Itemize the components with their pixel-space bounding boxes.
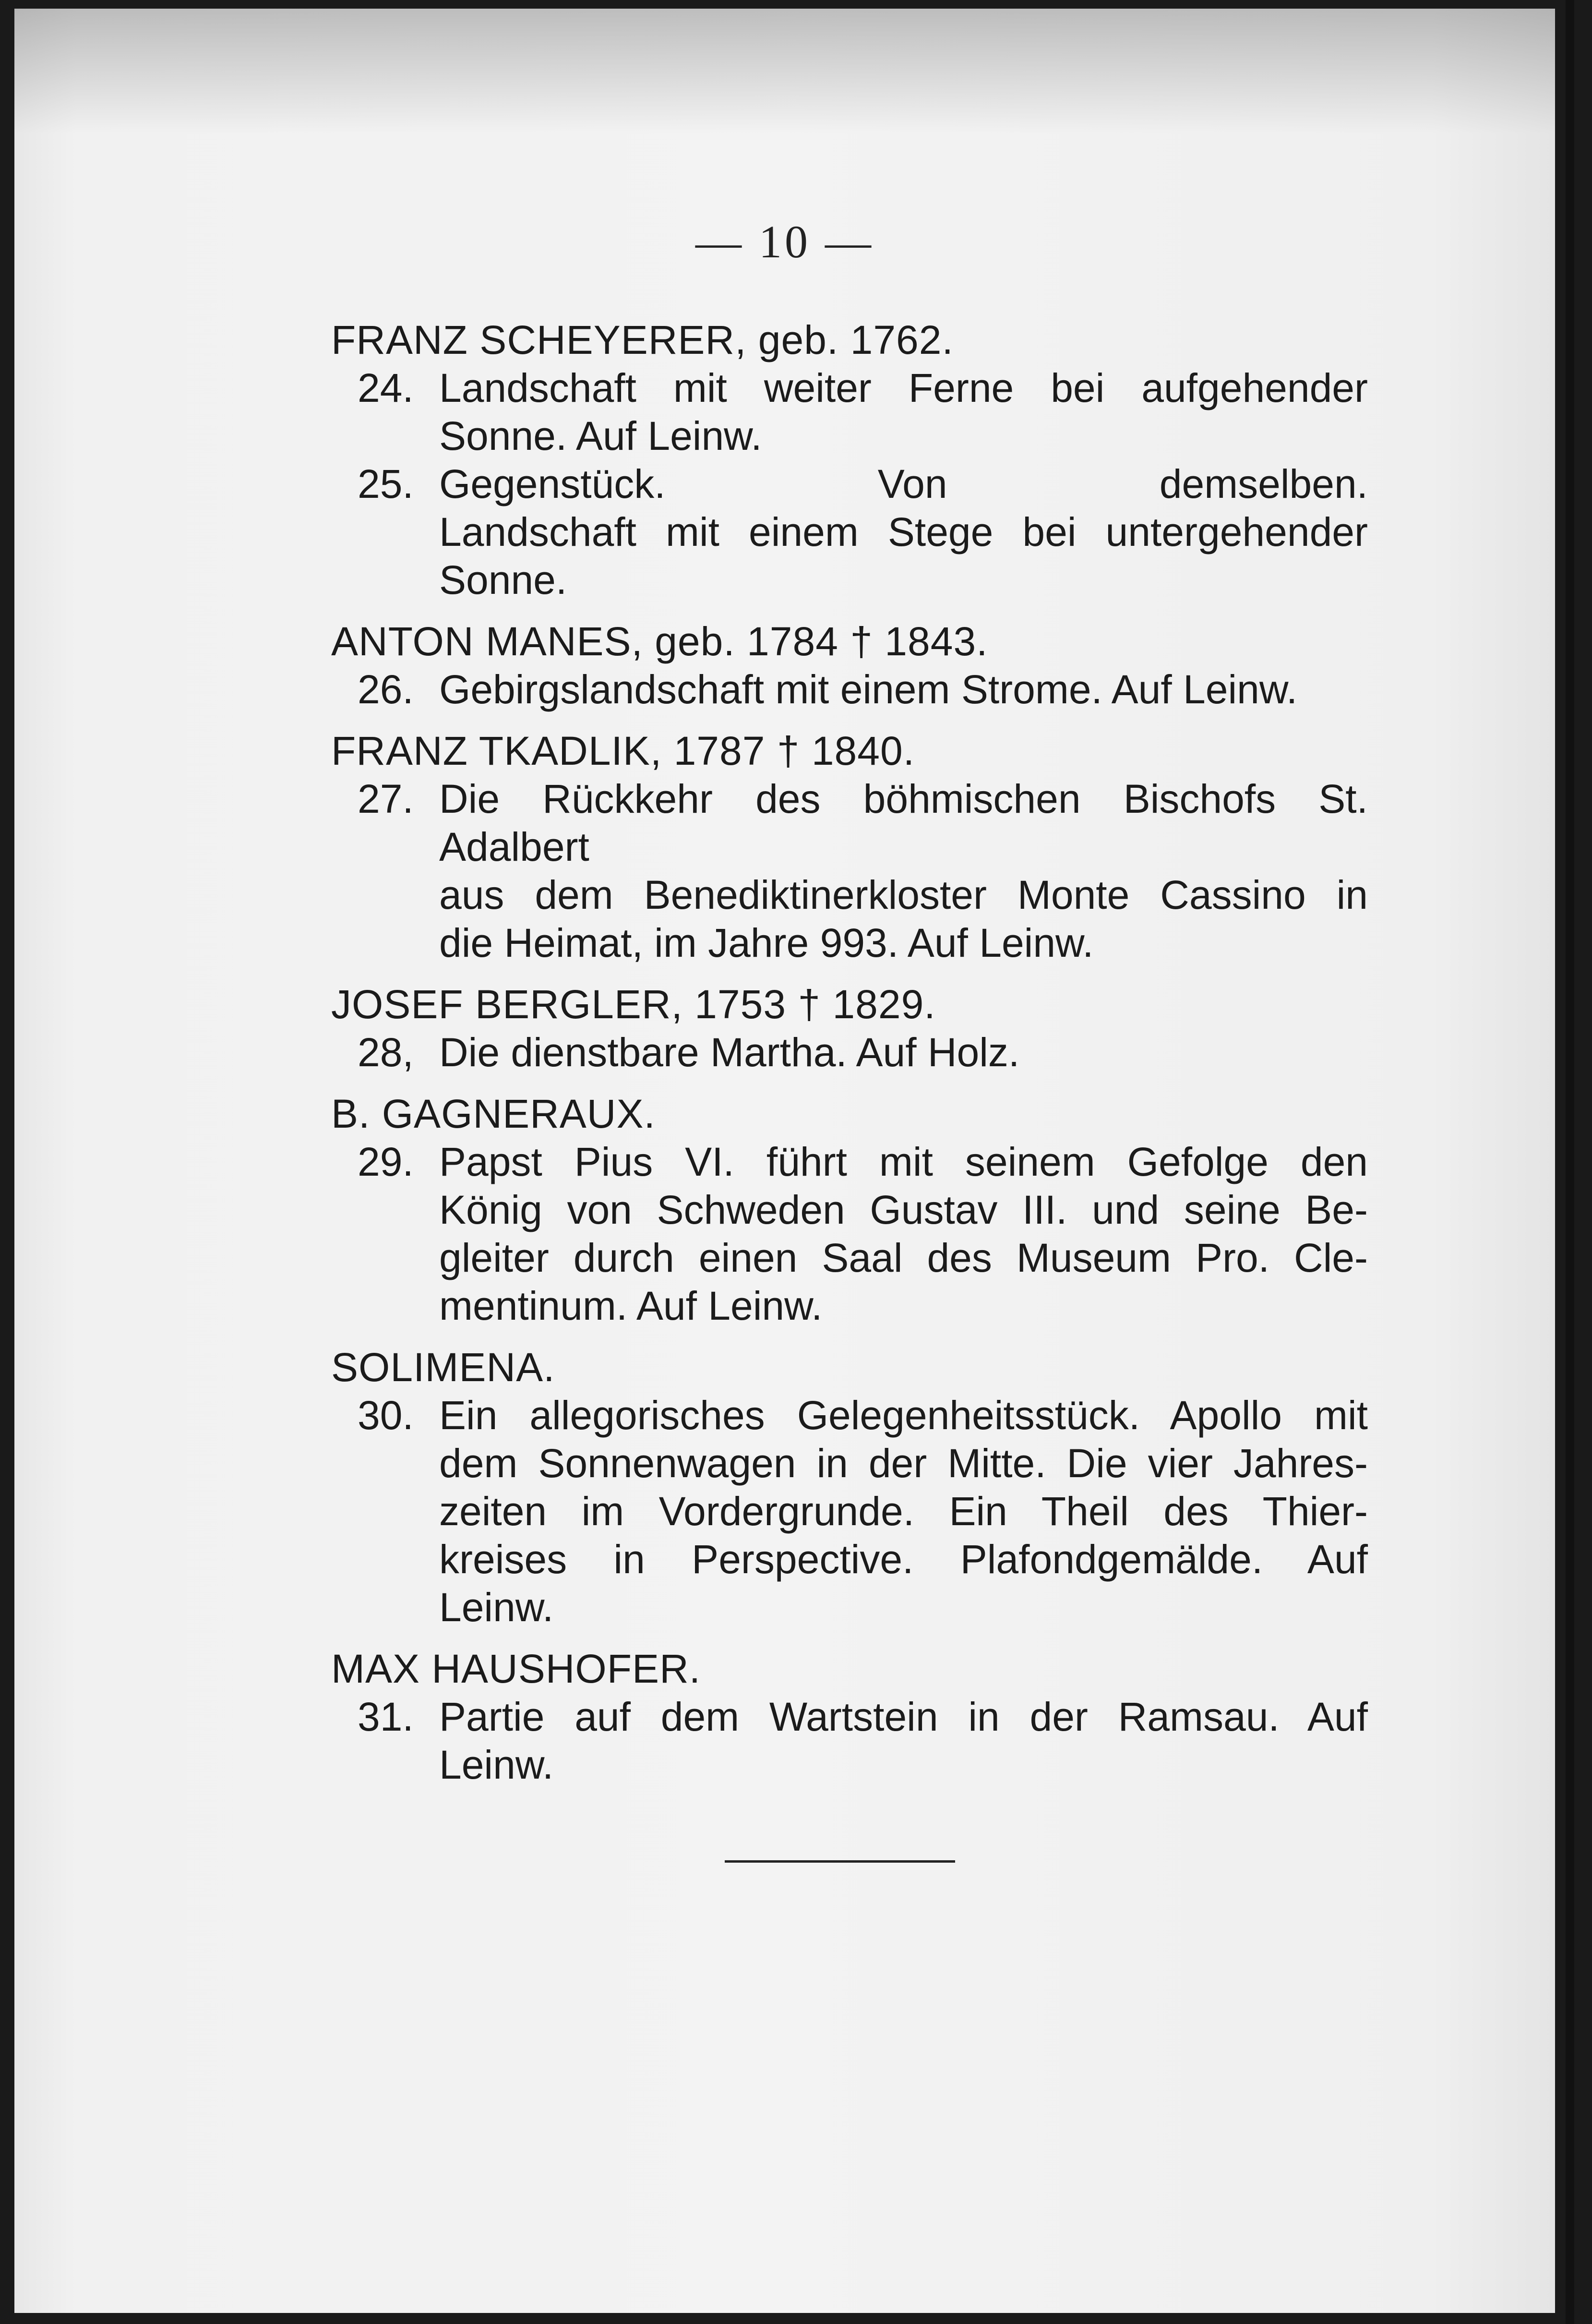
catalogue-entry (358, 665, 1368, 713)
description-line: die Heimat, im Jahre 993. Auf Leinw. (439, 920, 1094, 965)
entry-description (439, 460, 1368, 604)
description-line: Leinw. (439, 1585, 554, 1630)
description-line: mentinum. Auf Leinw. (439, 1283, 823, 1328)
page-number: — 10 — (695, 216, 874, 267)
description-line: kreises in Perspective. Plafondgemälde. Auf (439, 1537, 1368, 1582)
artist-heading: MAX HAUSHOFER. (331, 1646, 701, 1691)
artist-heading: FRANZ TKADLIK, 1787 † 1840. (331, 728, 915, 773)
entry-number: 26. (358, 667, 414, 712)
description-line: Leinw. (439, 1742, 554, 1787)
catalogue-entry (358, 1028, 1368, 1076)
description-line: zeiten im Vordergrunde. Ein Theil des Thier- (439, 1489, 1368, 1534)
catalogue-entry (358, 775, 1368, 967)
description-line: dem Sonnenwagen in der Mitte. Die vier Jahres- (439, 1441, 1368, 1486)
entry-number: 29. (358, 1139, 414, 1184)
catalogue-entry (358, 364, 1368, 460)
entry-number: 25. (358, 461, 414, 506)
catalogue-entry (358, 1138, 1368, 1330)
artist-heading: FRANZ SCHEYERER, geb. 1762. (331, 317, 954, 362)
catalogue-entry (358, 1693, 1368, 1789)
entry-description (439, 1693, 1368, 1789)
catalogue-entry (358, 1391, 1368, 1631)
description-line: König von Schweden Gustav III. und seine Be- (439, 1187, 1368, 1232)
entry-description (439, 1138, 1368, 1330)
entry-description (439, 1391, 1368, 1631)
catalogue-list (331, 316, 1368, 1789)
description-line: Die dienstbare Martha. Auf Holz. (439, 1030, 1020, 1075)
description-line: Landschaft mit weiter Ferne bei aufgehender (439, 365, 1368, 410)
entry-number: 27. (358, 776, 414, 821)
description-line: Die Rückkehr des böhmischen Bischofs St. Adalbert (439, 776, 1368, 869)
entry-description (439, 364, 1368, 460)
description-line: Partie auf dem Wartstein in der Ramsau. Auf (439, 1694, 1368, 1739)
catalogue-entry (358, 460, 1368, 604)
entry-number: 24. (358, 365, 414, 410)
entry-number: 30. (358, 1393, 414, 1438)
entry-description (439, 775, 1368, 967)
description-line: Sonne. (439, 557, 567, 602)
entry-number: 31. (358, 1694, 414, 1739)
artist-heading: JOSEF BERGLER, 1753 † 1829. (331, 982, 936, 1027)
artist-heading: ANTON MANES, geb. 1784 † 1843. (331, 619, 988, 664)
artist-heading: SOLIMENA. (331, 1345, 555, 1390)
description-line: Gebirgslandschaft mit einem Strome. Auf Leinw. (439, 667, 1298, 712)
entry-description (439, 1028, 1368, 1076)
artist-heading: B. GAGNERAUX. (331, 1091, 656, 1136)
description-line: aus dem Benediktinerkloster Monte Cassino in (439, 872, 1368, 917)
description-line: Sonne. Auf Leinw. (439, 413, 762, 458)
entry-description (439, 665, 1368, 713)
description-line: gleiter durch einen Saal des Museum Pro. Cle- (439, 1235, 1368, 1280)
description-line: Gegenstück. Von demselben. (439, 461, 1368, 506)
description-line: Landschaft mit einem Stege bei untergehender (439, 509, 1368, 554)
book-page (14, 9, 1555, 2313)
entry-number: 28, (358, 1030, 414, 1075)
description-line: Papst Pius VI. führt mit seinem Gefolge den (439, 1139, 1368, 1184)
page-edge (1566, 0, 1574, 2324)
end-rule (725, 1860, 955, 1863)
description-line: Ein allegorisches Gelegenheitsstück. Apollo mit (439, 1393, 1368, 1438)
